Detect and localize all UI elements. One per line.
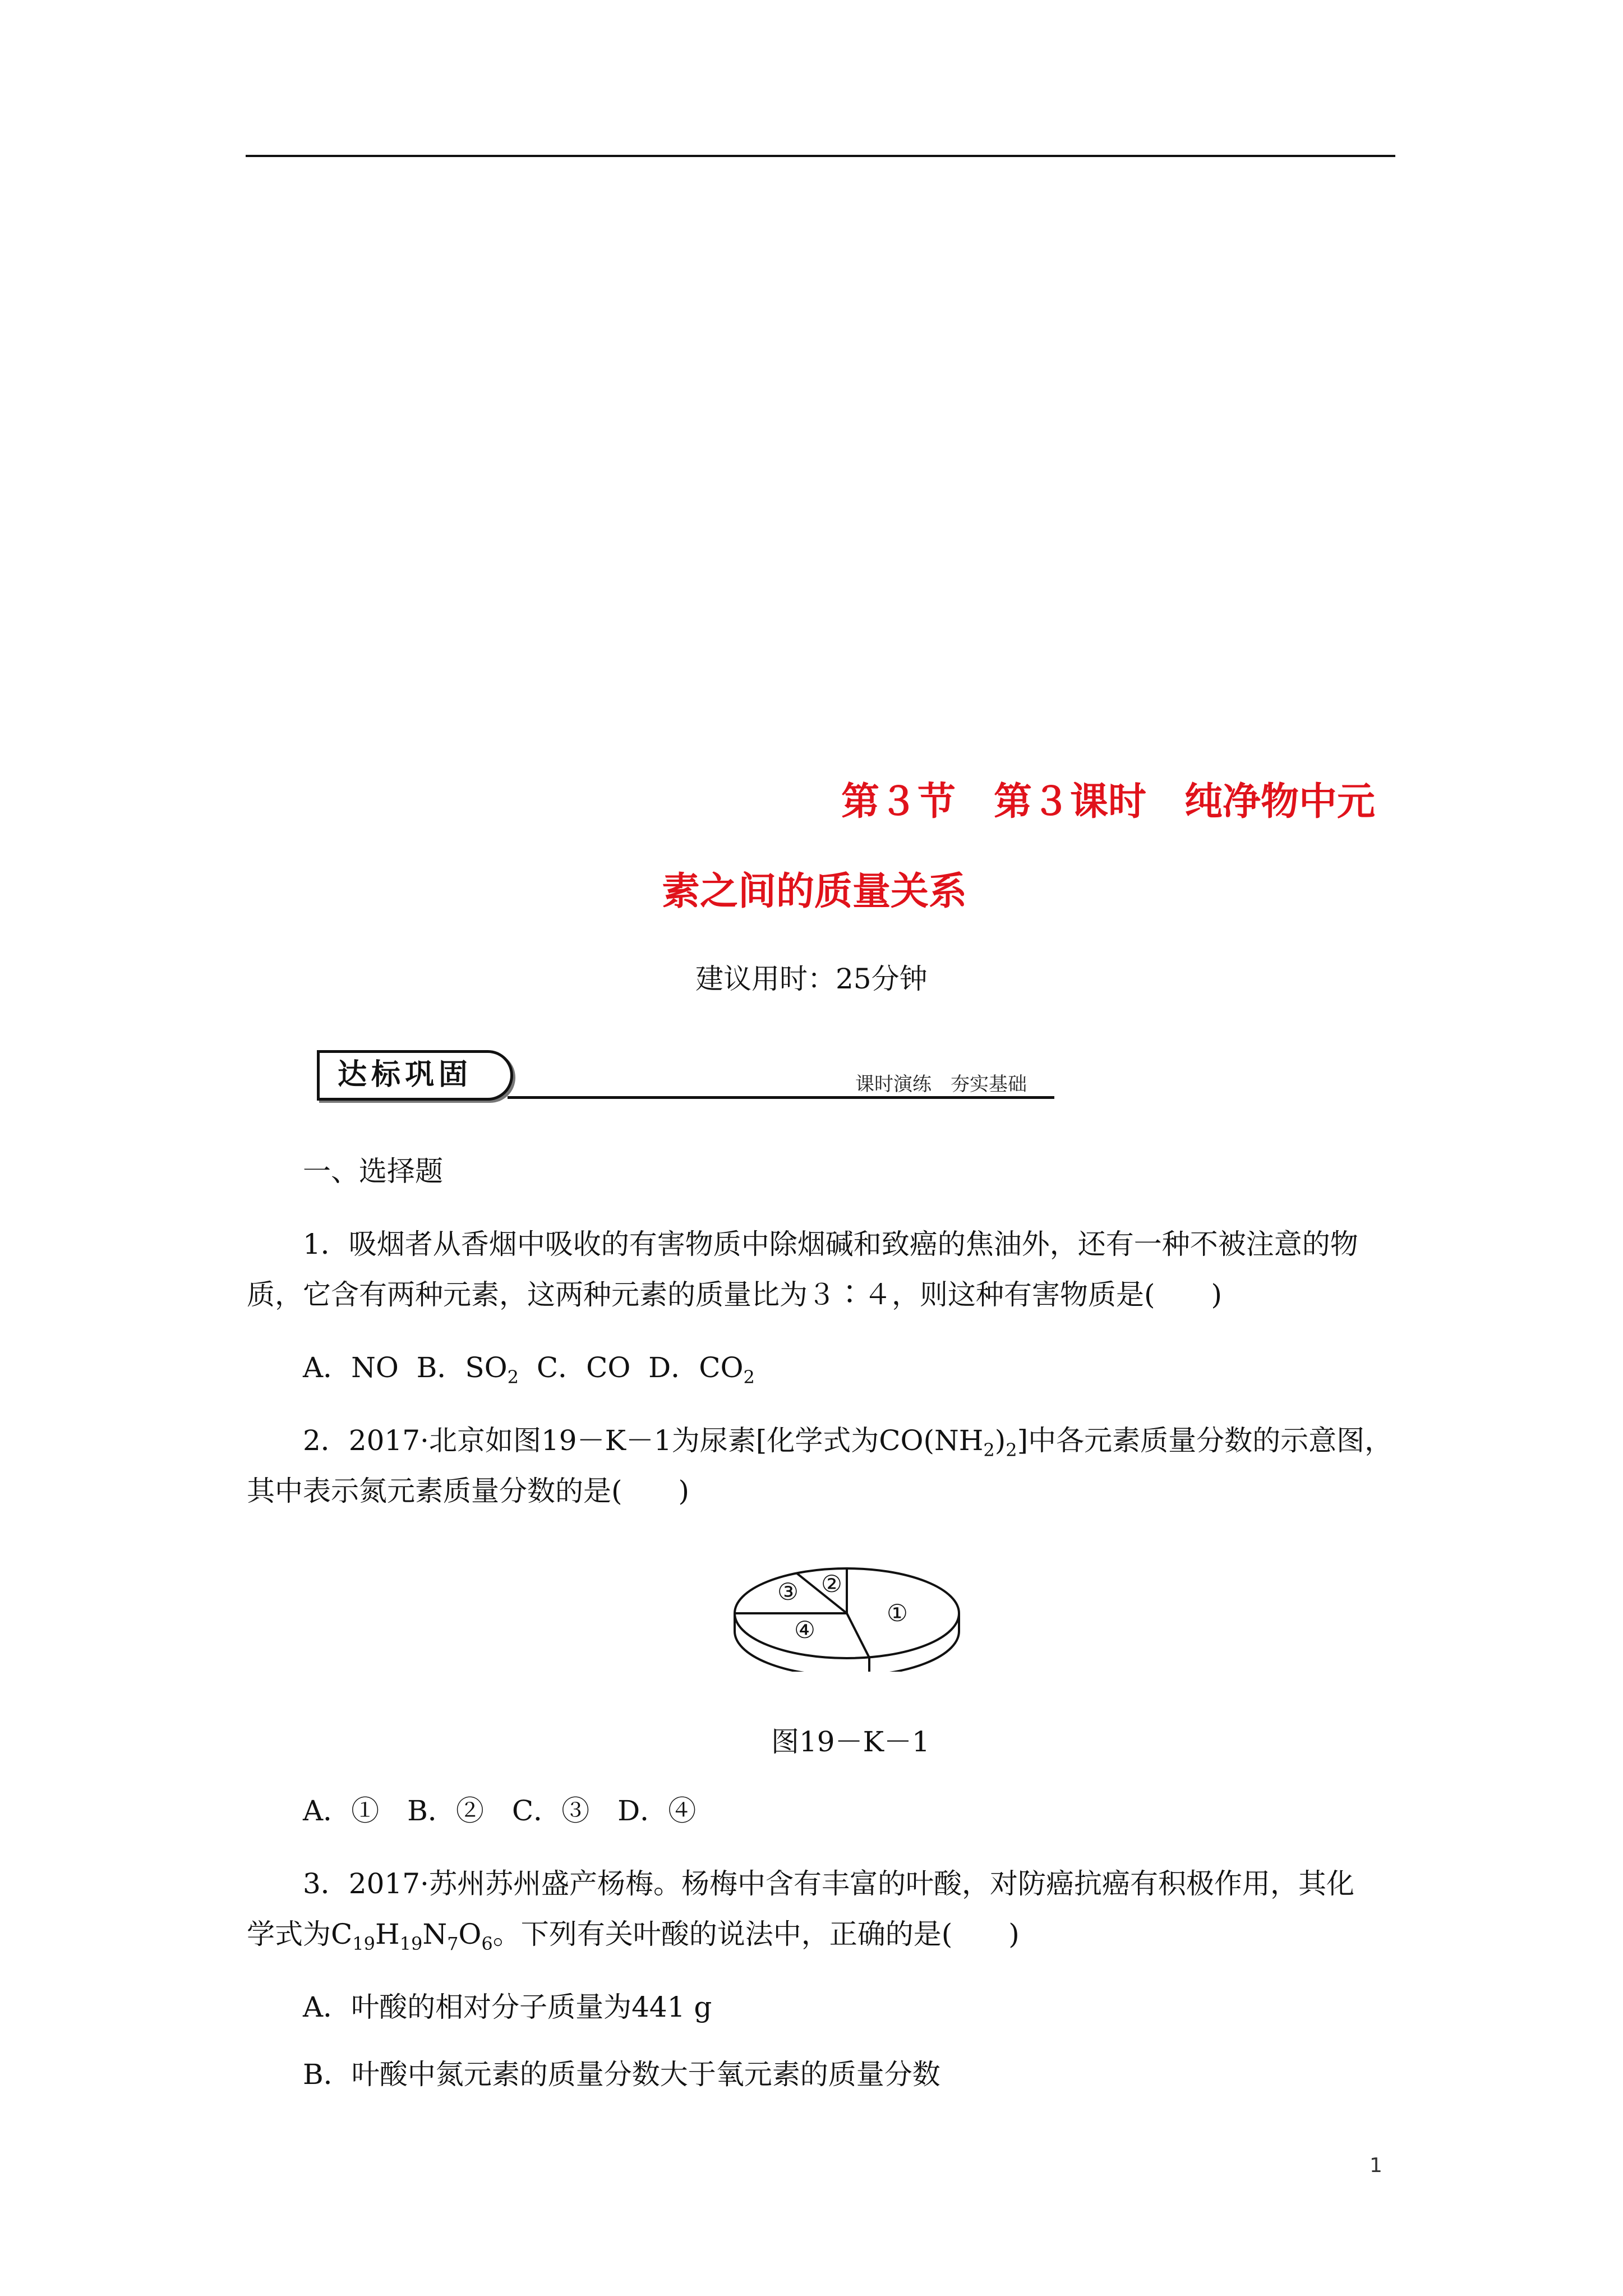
q1-option-d-sub: 2 xyxy=(743,1366,755,1388)
suggested-time: 建议用时：25分钟 xyxy=(695,963,928,995)
q2-line-1-b: ) xyxy=(994,1424,1006,1457)
banner-rule xyxy=(508,1096,1054,1099)
q2-line-2: 其中表示氮元素质量分数的是( ) xyxy=(247,1475,690,1507)
q1-option-d: D．CO xyxy=(648,1351,744,1384)
q3-formula-n: N xyxy=(422,1918,448,1950)
q3-sub-n: 7 xyxy=(447,1933,459,1954)
q3-line-2 xyxy=(247,1907,1020,1971)
q1-option-b-sub: 2 xyxy=(507,1366,519,1388)
q1-option-c: C．CO xyxy=(536,1351,631,1384)
page-number: 1 xyxy=(1370,2154,1382,2177)
q3-option-b: B．叶酸中氮元素的质量分数大于氧元素的质量分数 xyxy=(303,2058,940,2091)
q3-formula-h: H xyxy=(375,1918,400,1950)
figure-caption: 图19－K－1 xyxy=(771,1726,930,1758)
q2-line-1-c: ]中各元素质量分数的示意图， xyxy=(1017,1424,1393,1457)
q2-line-1-sub-1: 2 xyxy=(983,1439,995,1461)
title-line-1: 第３节 第３课时 纯净物中元 xyxy=(841,780,1376,824)
q2-line-1-sub-2: 2 xyxy=(1006,1439,1017,1461)
banner-subtitle: 课时演练 夯实基础 xyxy=(855,1073,1027,1096)
q3-formula-o: O xyxy=(458,1918,482,1950)
pie-label-3: ③ xyxy=(777,1578,799,1605)
q1-line-2: 质，它含有两种元素，这两种元素的质量比为３∶４，则这种有害物质是( ) xyxy=(247,1278,1223,1311)
q3-sub-h: 19 xyxy=(399,1933,423,1954)
pie-label-1: ① xyxy=(887,1599,908,1627)
section-banner: 达标巩固 xyxy=(317,1050,513,1101)
pie-label-4: ④ xyxy=(794,1616,815,1644)
q1-options xyxy=(303,1341,755,1404)
section-heading: 一、选择题 xyxy=(303,1155,443,1188)
q1-option-a: A．NO xyxy=(303,1351,399,1384)
pie-label-2: ② xyxy=(821,1570,842,1598)
q2-options: A．① B．② C．③ D．④ xyxy=(303,1795,697,1827)
q1-option-b: B．SO xyxy=(416,1351,508,1384)
urea-pie-figure xyxy=(729,1559,965,1672)
q3-sub-c: 19 xyxy=(352,1933,375,1954)
header-rule xyxy=(246,155,1395,157)
title-line-2: 素之间的质量关系 xyxy=(662,869,967,914)
q3-line-2-b: 。下列有关叶酸的说法中，正确的是( ) xyxy=(492,1918,1020,1950)
q2-line-1-a: 2．2017·北京如图19－K－1为尿素[化学式为CO(NH xyxy=(303,1424,984,1457)
q3-line-1: 3．2017·苏州苏州盛产杨梅。杨梅中含有丰富的叶酸，对防癌抗癌有积极作用，其化 xyxy=(303,1867,1354,1900)
q3-sub-o: 6 xyxy=(481,1933,493,1954)
q3-option-a: A．叶酸的相对分子质量为441 g xyxy=(303,1991,712,2023)
q1-line-1: 1．吸烟者从香烟中吸收的有害物质中除烟碱和致癌的焦油外，还有一种不被注意的物 xyxy=(303,1228,1358,1260)
q3-line-2-a: 学式为C xyxy=(247,1918,353,1950)
